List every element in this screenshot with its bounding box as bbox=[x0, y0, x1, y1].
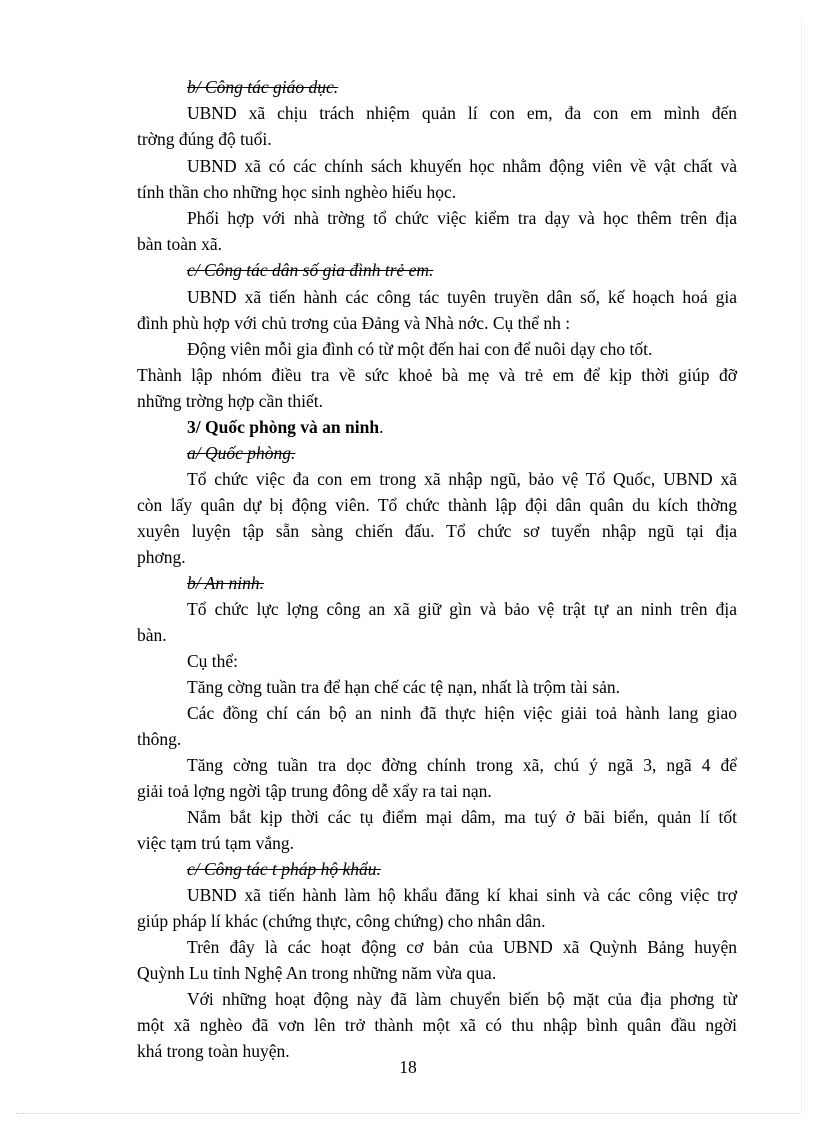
paragraph-line: tính thần cho những học sinh nghèo hiếu học. bbox=[137, 182, 457, 202]
footer-guide bbox=[16, 1113, 800, 1114]
paragraph-line: Thành lập nhóm điều tra về sức khoẻ bà mẹ và trẻ em để kịp thời giúp đỡ bbox=[137, 365, 737, 385]
paragraph-line: những trờng hợp cần thiết. bbox=[137, 391, 323, 411]
paragraph-line: phơng. bbox=[137, 547, 186, 567]
paragraph-line: Các đồng chí cán bộ an ninh đã thực hiện việc giải toả hành lang giao bbox=[187, 703, 737, 723]
section-heading-defense: a/ Quốc phòng. bbox=[187, 443, 296, 463]
paragraph-line: Tăng cờng tuần tra dọc đờng chính trong xã, chú ý ngã 3, ngã 4 để bbox=[187, 755, 737, 775]
paragraph-line: Cụ thể: bbox=[187, 651, 239, 671]
paragraph-line: khá trong toàn huyện. bbox=[137, 1041, 290, 1061]
paragraph-line: Quỳnh Lu tỉnh Nghệ An trong những năm vừa qua. bbox=[137, 963, 497, 983]
paragraph-line: một xã nghèo đã vơn lên trở thành một xã có thu nhập bình quân đầu ngời bbox=[137, 1015, 737, 1035]
paragraph-line: Tổ chức lực lợng công an xã giữ gìn và bảo vệ trật tự an ninh trên địa bbox=[187, 599, 737, 619]
paragraph-line: Phối hợp với nhà trờng tổ chức việc kiểm tra dạy và học thêm trên địa bbox=[187, 208, 737, 228]
paragraph-line: UBND xã chịu trách nhiệm quản lí con em, đa con em mình đến bbox=[187, 103, 737, 123]
section-heading-security: b/ An ninh. bbox=[187, 573, 264, 593]
heading-period: . bbox=[379, 417, 384, 437]
paragraph-line: Động viên mỗi gia đình có từ một đến hai con để nuôi dạy cho tốt. bbox=[187, 339, 653, 359]
page-number: 18 bbox=[399, 1057, 417, 1077]
paragraph-line: Với những hoạt động này đã làm chuyển biến bộ mặt của địa phơng từ bbox=[187, 989, 737, 1009]
paragraph-line: bàn. bbox=[137, 625, 167, 645]
paragraph-line: việc tạm trú tạm vắng. bbox=[137, 833, 294, 853]
section-heading-education: b/ Công tác giáo dục. bbox=[187, 77, 339, 97]
paragraph-line: Nắm bắt kịp thời các tụ điểm mại dâm, ma tuý ở bãi biển, quản lí tốt bbox=[187, 807, 737, 827]
paragraph-line: đình phù hợp với chủ trơng của Đảng và Nhà nớc. Cụ thể nh : bbox=[137, 313, 571, 333]
paragraph-line: xuyên luyện tập sẵn sàng chiến đấu. Tổ chức sơ tuyển nhập ngũ tại địa bbox=[137, 521, 737, 541]
margin-guide bbox=[801, 20, 802, 1113]
section-heading-population: c/ Công tác dân số gia đình trẻ em. bbox=[187, 260, 434, 280]
paragraph-line: bàn toàn xã. bbox=[137, 234, 223, 254]
paragraph-line: giải toả lợng ngời tập trung đông dễ xẩy ra tai nạn. bbox=[137, 781, 492, 801]
section-heading-defense-security bbox=[187, 416, 383, 438]
paragraph-line: UBND xã có các chính sách khuyến học nhằm động viên về vật chất và bbox=[187, 156, 737, 176]
paragraph-line: Trên đây là các hoạt động cơ bản của UBND xã Quỳnh Bảng huyện bbox=[187, 937, 737, 957]
paragraph-line: UBND xã tiến hành làm hộ khẩu đăng kí khai sinh và các công việc trợ bbox=[187, 885, 737, 905]
paragraph-line: Tổ chức việc đa con em trong xã nhập ngũ, bảo vệ Tổ Quốc, UBND xã bbox=[187, 469, 737, 489]
paragraph-line: trờng đúng độ tuổi. bbox=[137, 129, 272, 149]
paragraph-line: thông. bbox=[137, 729, 182, 749]
section-heading-defense-security-text: 3/ Quốc phòng và an ninh bbox=[187, 417, 380, 437]
paragraph-line: giúp pháp lí khác (chứng thực, công chứng) cho nhân dân. bbox=[137, 911, 546, 931]
section-heading-justice: c/ Công tác t pháp hộ khẩu. bbox=[187, 859, 381, 879]
paragraph-line: Tăng cờng tuần tra để hạn chế các tệ nạn, nhất là trộm tài sản. bbox=[187, 677, 620, 697]
paragraph-line: UBND xã tiến hành các công tác tuyên truyền dân số, kế hoạch hoá gia bbox=[187, 287, 737, 307]
paragraph-line: còn lấy quân dự bị động viên. Tổ chức thành lập đội dân quân du kích thờng bbox=[137, 495, 737, 515]
